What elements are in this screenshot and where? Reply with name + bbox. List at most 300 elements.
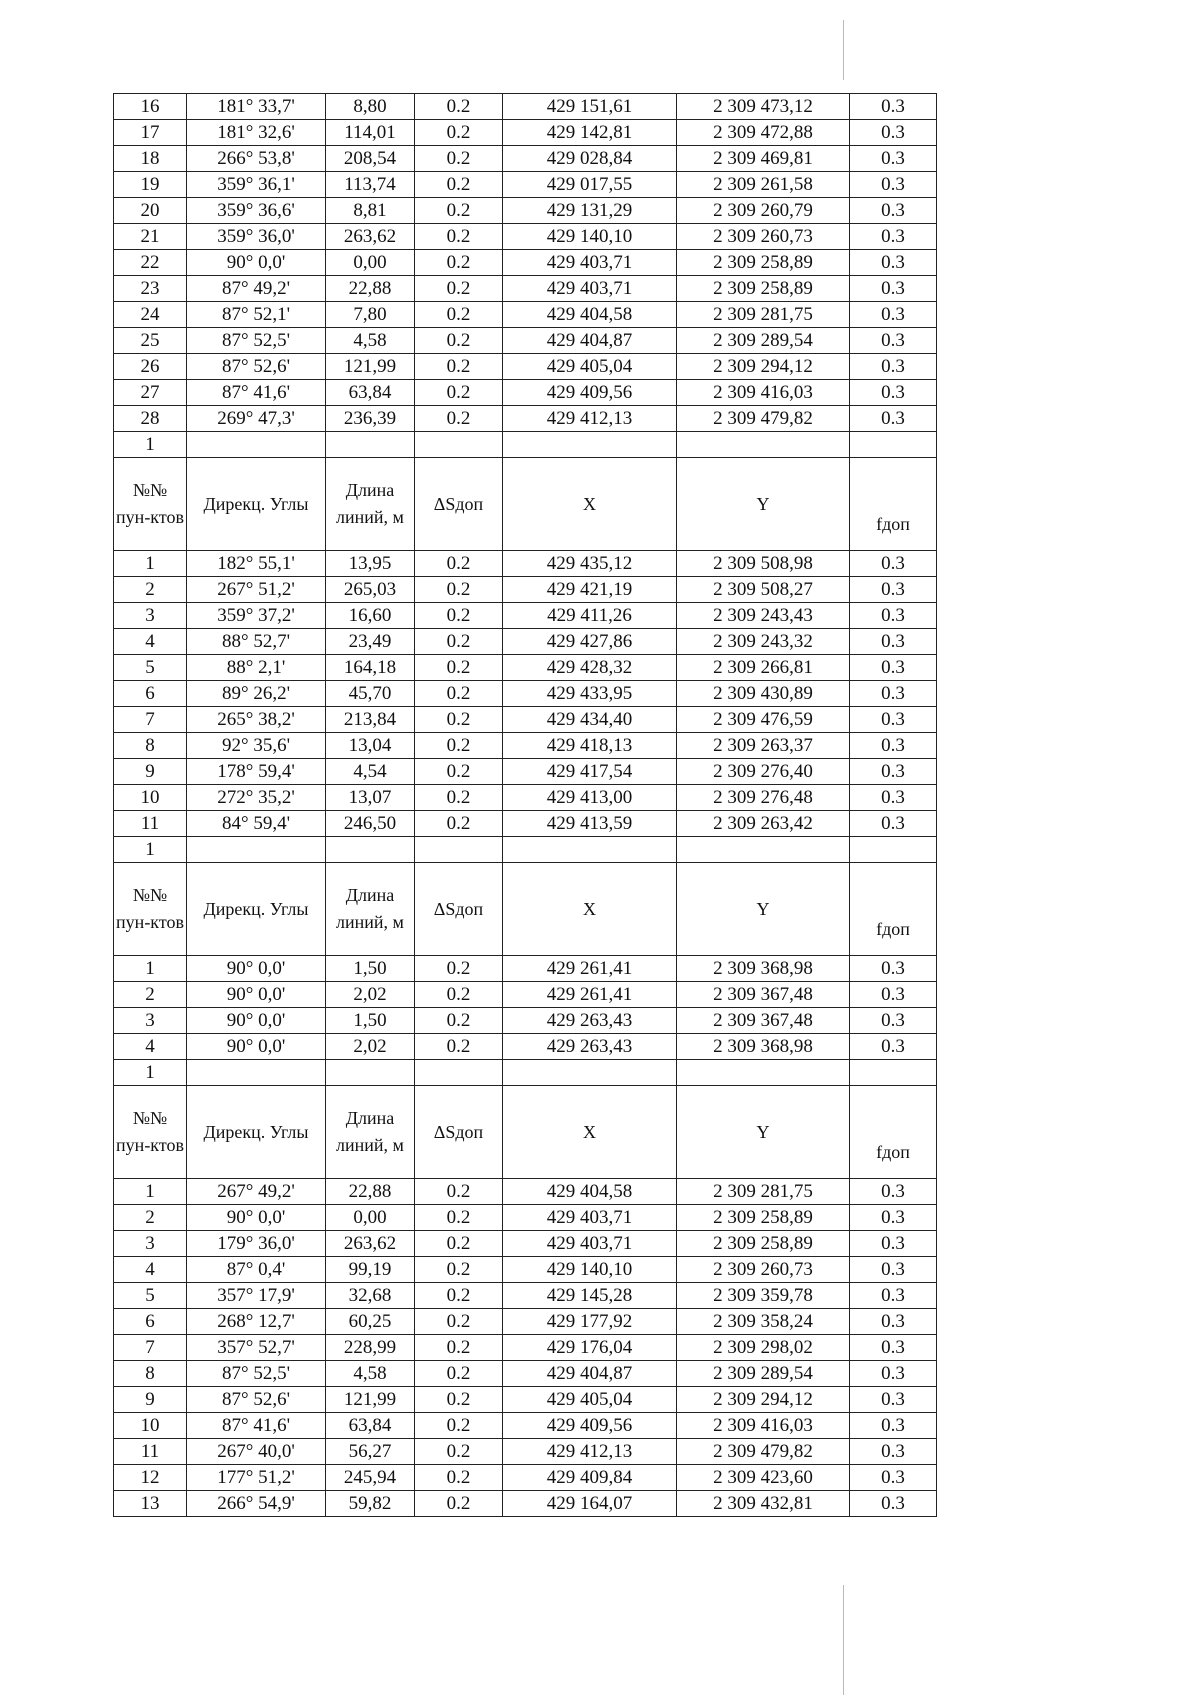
table-cell: 1,50: [326, 956, 415, 982]
table-cell: 87° 41,6': [187, 380, 326, 406]
table-cell: 87° 52,1': [187, 302, 326, 328]
table-cell: 0.3: [850, 1034, 937, 1060]
table-cell: 359° 36,6': [187, 198, 326, 224]
table-cell: 5: [114, 1283, 187, 1309]
table-cell: 13,95: [326, 551, 415, 577]
table-cell: 25: [114, 328, 187, 354]
table-cell: 1,50: [326, 1008, 415, 1034]
table-cell: 2 309 423,60: [677, 1465, 850, 1491]
table-cell: 429 411,26: [503, 603, 677, 629]
table-cell: 0.3: [850, 551, 937, 577]
table-cell: 0,00: [326, 1205, 415, 1231]
table-cell: 0.2: [415, 380, 503, 406]
table-cell: 0.2: [415, 551, 503, 577]
table-cell: 0.2: [415, 681, 503, 707]
table-cell: 2 309 258,89: [677, 1205, 850, 1231]
table-cell: 0.3: [850, 1491, 937, 1517]
table-cell: 0.3: [850, 733, 937, 759]
table-cell: 114,01: [326, 120, 415, 146]
table-cell: 0.3: [850, 577, 937, 603]
table-cell: 429 413,59: [503, 811, 677, 837]
table-cell: 0.3: [850, 1309, 937, 1335]
table-cell: 0.2: [415, 956, 503, 982]
column-header: Длина линий, м: [326, 863, 415, 956]
table-cell: 0.2: [415, 172, 503, 198]
table-cell: 2 309 260,73: [677, 1257, 850, 1283]
table-cell: 27: [114, 380, 187, 406]
table-cell: [677, 432, 850, 458]
column-header: Длина линий, м: [326, 458, 415, 551]
table-cell: 2 309 263,42: [677, 811, 850, 837]
table-cell: 10: [114, 785, 187, 811]
table-cell: 429 404,87: [503, 1361, 677, 1387]
table-cell: 2 309 243,43: [677, 603, 850, 629]
table-cell: 0.2: [415, 354, 503, 380]
table-cell: 0.2: [415, 94, 503, 120]
table-cell: 13,07: [326, 785, 415, 811]
table-cell: 213,84: [326, 707, 415, 733]
column-header: №№ пун-ктов: [114, 458, 187, 551]
column-header: X: [503, 1086, 677, 1179]
header-row: [114, 458, 937, 551]
table-cell: [415, 1060, 503, 1086]
table-cell: 0.3: [850, 1257, 937, 1283]
table-cell: 0.2: [415, 198, 503, 224]
table-cell: 429 176,04: [503, 1335, 677, 1361]
table-cell: 2 309 508,98: [677, 551, 850, 577]
table-cell: 0.3: [850, 1361, 937, 1387]
table-row: [114, 1179, 937, 1205]
table-row: [114, 1491, 937, 1517]
table-cell: 266° 53,8': [187, 146, 326, 172]
table-cell: 2 309 476,59: [677, 707, 850, 733]
table-cell: 4,58: [326, 328, 415, 354]
table-cell: 6: [114, 1309, 187, 1335]
table-cell: 429 421,19: [503, 577, 677, 603]
table-cell: 0.3: [850, 354, 937, 380]
table-cell: 87° 49,2': [187, 276, 326, 302]
table-cell: 268° 12,7': [187, 1309, 326, 1335]
table-cell: 429 417,54: [503, 759, 677, 785]
table-cell: 56,27: [326, 1439, 415, 1465]
table-cell: 2 309 261,58: [677, 172, 850, 198]
table-cell: 2 309 260,79: [677, 198, 850, 224]
table-row: [114, 1231, 937, 1257]
table-cell: 3: [114, 1231, 187, 1257]
table-cell: 429 409,56: [503, 1413, 677, 1439]
table-cell: 2 309 263,37: [677, 733, 850, 759]
column-header: №№ пун-ктов: [114, 1086, 187, 1179]
table-row: [114, 224, 937, 250]
table-cell: 429 261,41: [503, 956, 677, 982]
table-cell: 2 309 258,89: [677, 250, 850, 276]
table-cell: 429 263,43: [503, 1008, 677, 1034]
table-cell: 429 164,07: [503, 1491, 677, 1517]
table-row: [114, 172, 937, 198]
scan-mark-bottom: [843, 1585, 844, 1695]
table-cell: 45,70: [326, 681, 415, 707]
table-cell: 0.2: [415, 1257, 503, 1283]
table-cell: [850, 432, 937, 458]
column-header: ΔSдоп: [415, 1086, 503, 1179]
table-cell: 7: [114, 707, 187, 733]
table-cell: 16,60: [326, 603, 415, 629]
table-cell: 0.3: [850, 603, 937, 629]
table-cell: 2 309 508,27: [677, 577, 850, 603]
table-cell: 0.3: [850, 1335, 937, 1361]
table-cell: 2 309 479,82: [677, 1439, 850, 1465]
table-cell: 63,84: [326, 380, 415, 406]
closing-row: [114, 432, 937, 458]
table-cell: 179° 36,0': [187, 1231, 326, 1257]
table-row: [114, 328, 937, 354]
table-cell: 0.2: [415, 1179, 503, 1205]
table-cell: 88° 2,1': [187, 655, 326, 681]
table-cell: 0.3: [850, 1205, 937, 1231]
table-cell: 2 309 416,03: [677, 1413, 850, 1439]
table-cell: [415, 837, 503, 863]
table-cell: 87° 52,5': [187, 1361, 326, 1387]
table-cell: 21: [114, 224, 187, 250]
table-cell: 0.3: [850, 982, 937, 1008]
table-cell: 0.2: [415, 629, 503, 655]
table-cell: 87° 0,4': [187, 1257, 326, 1283]
table-cell: 2 309 298,02: [677, 1335, 850, 1361]
table-cell: 90° 0,0': [187, 1205, 326, 1231]
table-cell: 87° 52,6': [187, 354, 326, 380]
table-row: [114, 1387, 937, 1413]
table-cell: 269° 47,3': [187, 406, 326, 432]
table-cell: 2 309 479,82: [677, 406, 850, 432]
table-cell: 0.2: [415, 250, 503, 276]
table-cell: 8,80: [326, 94, 415, 120]
table-cell: 28: [114, 406, 187, 432]
table-row: [114, 551, 937, 577]
table-cell: 0.2: [415, 276, 503, 302]
table-cell: 429 151,61: [503, 94, 677, 120]
table-cell: 0.2: [415, 406, 503, 432]
table-cell: [850, 1060, 937, 1086]
table-cell: 0.2: [415, 1309, 503, 1335]
table-cell: 0.3: [850, 629, 937, 655]
table-cell: 429 404,87: [503, 328, 677, 354]
table-cell: 0.3: [850, 406, 937, 432]
table-cell: 0.2: [415, 785, 503, 811]
table-cell: 359° 36,0': [187, 224, 326, 250]
table-cell: 429 140,10: [503, 224, 677, 250]
table-row: [114, 603, 937, 629]
table-cell: 0.2: [415, 1361, 503, 1387]
table-cell: 0.2: [415, 811, 503, 837]
table-row: [114, 302, 937, 328]
column-header: ΔSдоп: [415, 863, 503, 956]
table-cell: 429 409,84: [503, 1465, 677, 1491]
table-cell: 90° 0,0': [187, 956, 326, 982]
table-cell: 0.3: [850, 1179, 937, 1205]
table-cell: 0.2: [415, 759, 503, 785]
table-row: [114, 94, 937, 120]
table-row: [114, 956, 937, 982]
table-row: [114, 707, 937, 733]
table-cell: 7: [114, 1335, 187, 1361]
table-cell: 2 309 243,32: [677, 629, 850, 655]
table-cell: 121,99: [326, 1387, 415, 1413]
table-cell: 2 309 258,89: [677, 1231, 850, 1257]
table-cell: [503, 1060, 677, 1086]
table-cell: 429 427,86: [503, 629, 677, 655]
table-row: [114, 1413, 937, 1439]
table-cell: 2: [114, 1205, 187, 1231]
table-cell: 121,99: [326, 354, 415, 380]
table-cell: 236,39: [326, 406, 415, 432]
table-cell: 60,25: [326, 1309, 415, 1335]
table-cell: 0.2: [415, 707, 503, 733]
table-cell: 23: [114, 276, 187, 302]
table-cell: 0.2: [415, 1008, 503, 1034]
table-cell: 429 433,95: [503, 681, 677, 707]
table-cell: 429 017,55: [503, 172, 677, 198]
coordinates-table: [113, 93, 937, 1517]
table-cell: 2 309 473,12: [677, 94, 850, 120]
table-cell: 2 309 289,54: [677, 328, 850, 354]
closing-point-label: 1: [114, 837, 187, 863]
table-cell: 11: [114, 1439, 187, 1465]
table-cell: 0.2: [415, 1439, 503, 1465]
table-cell: 87° 41,6': [187, 1413, 326, 1439]
table-cell: 0.3: [850, 380, 937, 406]
table-cell: 272° 35,2': [187, 785, 326, 811]
table-cell: 429 418,13: [503, 733, 677, 759]
table-cell: 2 309 368,98: [677, 956, 850, 982]
table-cell: 8: [114, 733, 187, 759]
table-cell: 429 403,71: [503, 1205, 677, 1231]
table-cell: 1: [114, 956, 187, 982]
table-cell: 22,88: [326, 276, 415, 302]
table-cell: 429 131,29: [503, 198, 677, 224]
table-cell: [677, 837, 850, 863]
table-cell: 2 309 358,24: [677, 1309, 850, 1335]
table-cell: 0.2: [415, 1465, 503, 1491]
table-cell: 429 142,81: [503, 120, 677, 146]
table-row: [114, 1439, 937, 1465]
table-cell: 2 309 359,78: [677, 1283, 850, 1309]
table-cell: 181° 33,7': [187, 94, 326, 120]
table-cell: 2 309 258,89: [677, 276, 850, 302]
table-cell: 7,80: [326, 302, 415, 328]
table-cell: 429 413,00: [503, 785, 677, 811]
table-cell: 0.2: [415, 1283, 503, 1309]
table-row: [114, 811, 937, 837]
column-header: fдоп: [850, 1086, 937, 1179]
table-row: [114, 146, 937, 172]
table-cell: 0.3: [850, 655, 937, 681]
table-cell: 267° 51,2': [187, 577, 326, 603]
table-cell: 63,84: [326, 1413, 415, 1439]
table-cell: 0.3: [850, 198, 937, 224]
table-cell: 6: [114, 681, 187, 707]
table-cell: 1: [114, 1179, 187, 1205]
table-cell: 13: [114, 1491, 187, 1517]
column-header: X: [503, 863, 677, 956]
table-cell: 429 404,58: [503, 302, 677, 328]
table-cell: 4: [114, 1257, 187, 1283]
table-cell: 0.3: [850, 1413, 937, 1439]
table-cell: 429 028,84: [503, 146, 677, 172]
table-cell: 19: [114, 172, 187, 198]
table-cell: 90° 0,0': [187, 982, 326, 1008]
table-cell: 182° 55,1': [187, 551, 326, 577]
column-header: fдоп: [850, 458, 937, 551]
table-cell: 8: [114, 1361, 187, 1387]
table-cell: 0.2: [415, 577, 503, 603]
table-cell: 2 309 472,88: [677, 120, 850, 146]
table-cell: 24: [114, 302, 187, 328]
table-cell: 0.3: [850, 94, 937, 120]
table-cell: 9: [114, 1387, 187, 1413]
table-cell: [187, 837, 326, 863]
table-cell: 0.2: [415, 120, 503, 146]
table-cell: 113,74: [326, 172, 415, 198]
table-cell: 359° 36,1': [187, 172, 326, 198]
table-cell: [850, 837, 937, 863]
table-cell: 245,94: [326, 1465, 415, 1491]
table-cell: 266° 54,9': [187, 1491, 326, 1517]
table-cell: 429 435,12: [503, 551, 677, 577]
table-cell: 2 309 281,75: [677, 302, 850, 328]
table-cell: 0.3: [850, 785, 937, 811]
table-cell: 228,99: [326, 1335, 415, 1361]
column-header: Длина линий, м: [326, 1086, 415, 1179]
table-cell: 0.3: [850, 1008, 937, 1034]
table-cell: 0.3: [850, 681, 937, 707]
table-cell: 0,00: [326, 250, 415, 276]
table-cell: 0.2: [415, 224, 503, 250]
table-cell: 2 309 289,54: [677, 1361, 850, 1387]
column-header: №№ пун-ктов: [114, 863, 187, 956]
table-row: [114, 1361, 937, 1387]
table-cell: [503, 837, 677, 863]
table-cell: 0.2: [415, 603, 503, 629]
closing-row: [114, 837, 937, 863]
header-row: [114, 1086, 937, 1179]
table-cell: 2 309 430,89: [677, 681, 850, 707]
table-cell: 429 403,71: [503, 250, 677, 276]
table-row: [114, 759, 937, 785]
table-cell: 429 263,43: [503, 1034, 677, 1060]
table-cell: 4,58: [326, 1361, 415, 1387]
table-cell: 0.2: [415, 982, 503, 1008]
table-row: [114, 406, 937, 432]
table-cell: 181° 32,6': [187, 120, 326, 146]
table-cell: 3: [114, 603, 187, 629]
table-cell: 0.2: [415, 1231, 503, 1257]
table-row: [114, 1034, 937, 1060]
column-header: Y: [677, 1086, 850, 1179]
table-row: [114, 276, 937, 302]
column-header: Дирекц. Углы: [187, 458, 326, 551]
table-row: [114, 1309, 937, 1335]
table-cell: 265,03: [326, 577, 415, 603]
table-cell: 0.3: [850, 811, 937, 837]
table-row: [114, 577, 937, 603]
scan-mark-top: [843, 20, 844, 80]
table-row: [114, 655, 937, 681]
table-cell: 0.3: [850, 1387, 937, 1413]
table-cell: 17: [114, 120, 187, 146]
table-cell: 2 309 367,48: [677, 982, 850, 1008]
table-row: [114, 250, 937, 276]
table-cell: [326, 837, 415, 863]
table-cell: 32,68: [326, 1283, 415, 1309]
table-cell: 22: [114, 250, 187, 276]
table-cell: 59,82: [326, 1491, 415, 1517]
table-cell: 13,04: [326, 733, 415, 759]
table-cell: 429 404,58: [503, 1179, 677, 1205]
table-cell: 0.3: [850, 224, 937, 250]
table-cell: 0.2: [415, 146, 503, 172]
table-cell: 99,19: [326, 1257, 415, 1283]
table-row: [114, 1008, 937, 1034]
table-row: [114, 1465, 937, 1491]
table-cell: [187, 432, 326, 458]
table-cell: 5: [114, 655, 187, 681]
table-cell: 23,49: [326, 629, 415, 655]
table-row: [114, 1205, 937, 1231]
table-cell: 90° 0,0': [187, 250, 326, 276]
table-cell: 2 309 276,48: [677, 785, 850, 811]
table-cell: 0.3: [850, 707, 937, 733]
table-cell: 0.2: [415, 1387, 503, 1413]
table-cell: 20: [114, 198, 187, 224]
column-header: fдоп: [850, 863, 937, 956]
table-cell: 267° 40,0': [187, 1439, 326, 1465]
table-cell: 177° 51,2': [187, 1465, 326, 1491]
table-cell: 89° 26,2': [187, 681, 326, 707]
table-cell: [503, 432, 677, 458]
table-cell: 0.3: [850, 276, 937, 302]
table-row: [114, 354, 937, 380]
table-cell: 2 309 260,73: [677, 224, 850, 250]
table-row: [114, 1283, 937, 1309]
table-cell: 2 309 367,48: [677, 1008, 850, 1034]
table-cell: 429 177,92: [503, 1309, 677, 1335]
table-cell: 0.3: [850, 759, 937, 785]
table-cell: 0.3: [850, 1283, 937, 1309]
table-cell: 246,50: [326, 811, 415, 837]
table-cell: 0.3: [850, 146, 937, 172]
table-cell: 92° 35,6': [187, 733, 326, 759]
table-cell: [326, 432, 415, 458]
table-cell: 4,54: [326, 759, 415, 785]
table-row: [114, 198, 937, 224]
table-cell: 0.3: [850, 328, 937, 354]
table-cell: 2 309 368,98: [677, 1034, 850, 1060]
table-cell: 429 434,40: [503, 707, 677, 733]
table-row: [114, 982, 937, 1008]
header-row: [114, 863, 937, 956]
table-cell: 2 309 281,75: [677, 1179, 850, 1205]
table-cell: 429 428,32: [503, 655, 677, 681]
table-cell: 18: [114, 146, 187, 172]
table-cell: 429 403,71: [503, 1231, 677, 1257]
table-row: [114, 380, 937, 406]
table-row: [114, 629, 937, 655]
table-cell: 429 261,41: [503, 982, 677, 1008]
table-cell: 16: [114, 94, 187, 120]
column-header: X: [503, 458, 677, 551]
table-cell: 0.3: [850, 250, 937, 276]
table-cell: 359° 37,2': [187, 603, 326, 629]
